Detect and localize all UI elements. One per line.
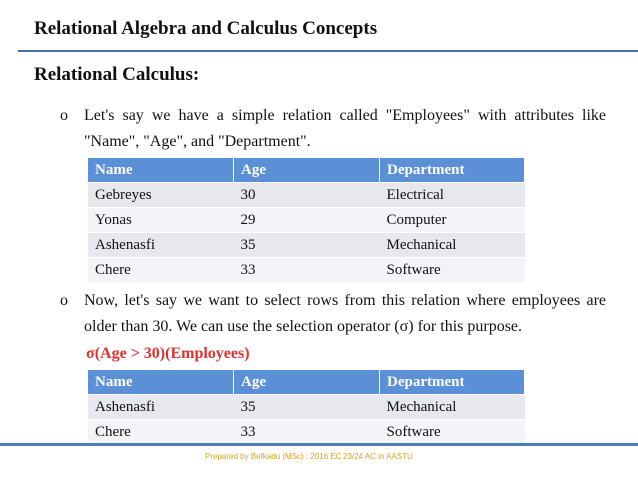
cell-name: Yonas <box>88 208 234 233</box>
column-header-age: Age <box>234 370 380 395</box>
cell-department: Electrical <box>380 183 525 208</box>
cell-name: Chere <box>88 258 234 283</box>
cell-department: Software <box>380 258 525 283</box>
cell-age: 33 <box>234 420 380 445</box>
cell-name: Ashenasfi <box>88 395 234 420</box>
cell-name: Gebreyes <box>88 183 234 208</box>
selection-formula: σ(Age > 30)(Employees) <box>86 345 250 362</box>
cell-department: Computer <box>380 208 525 233</box>
table-row <box>88 233 525 258</box>
footer-date: 23/24 AC in AASTU <box>343 452 413 461</box>
column-header-department: Department <box>380 370 525 395</box>
table-row <box>88 258 525 283</box>
cell-name: Chere <box>88 420 234 445</box>
cell-age: 35 <box>234 233 380 258</box>
cell-age: 29 <box>234 208 380 233</box>
table-row <box>88 420 525 445</box>
cell-department: Mechanical <box>380 395 525 420</box>
cell-age: 35 <box>234 395 380 420</box>
bullet-marker: o <box>60 292 68 309</box>
result-table <box>88 370 525 444</box>
employees-table <box>88 158 525 282</box>
footer-author: Prepared by Befkadu (MSc) : 2016 EC <box>205 452 342 461</box>
cell-age: 30 <box>234 183 380 208</box>
table-row <box>88 395 525 420</box>
title-divider <box>18 50 638 52</box>
table-row <box>88 183 525 208</box>
cell-department: Software <box>380 420 525 445</box>
cell-age: 33 <box>234 258 380 283</box>
cell-name: Ashenasfi <box>88 233 234 258</box>
footer-divider <box>0 443 638 446</box>
cell-department: Mechanical <box>380 233 525 258</box>
column-header-department: Department <box>380 158 525 183</box>
column-header-name: Name <box>88 370 234 395</box>
section-heading: Relational Calculus: <box>34 64 200 85</box>
table-header-row <box>88 158 525 183</box>
table-header-row <box>88 370 525 395</box>
column-header-age: Age <box>234 158 380 183</box>
table-row <box>88 208 525 233</box>
bullet-text-2: Now, let's say we want to select rows from this relation where employees are older than 30. We can use the selection operator (σ) for this purpose. <box>84 292 606 335</box>
bullet-text-1: Let's say we have a simple relation called "Employees" with attributes like "Name", "Age", and "Department". <box>84 107 606 150</box>
column-header-name: Name <box>88 158 234 183</box>
bullet-marker: o <box>60 107 68 124</box>
slide-title: Relational Algebra and Calculus Concepts <box>34 18 378 39</box>
